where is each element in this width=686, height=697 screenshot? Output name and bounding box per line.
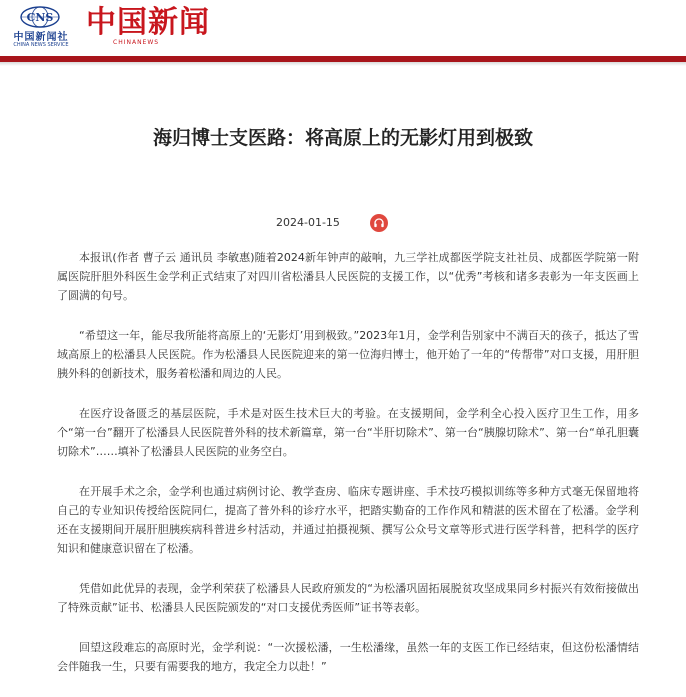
brand-name-en: CHINANEWS xyxy=(113,39,160,46)
article-body xyxy=(57,248,639,697)
globe-emblem-icon xyxy=(20,6,60,28)
article-paragraph: 回望这段难忘的高原时光，金学利说：“一次援松潘，一生松潘缘，虽然一年的支医工作已经结束，但这份松潘情结会伴随我一生，只要有需要我的地方，我定全力以赴！” xyxy=(57,641,639,673)
site-header xyxy=(0,0,686,56)
header-band-shadow xyxy=(0,62,686,66)
article-meta xyxy=(0,214,686,232)
brand-name[interactable]: 中国新闻 xyxy=(86,5,210,40)
audio-play-button[interactable] xyxy=(370,214,388,232)
headphones-icon xyxy=(373,217,385,229)
cns-logo-en: CHINA NEWS SERVICE xyxy=(13,42,69,48)
article-paragraph: 在开展手术之余，金学利也通过病例讨论、教学查房、临床专题讲座、手术技巧模拟训练等多种方式毫无保留地将自己的专业知识传授给医院同仁，提高了普外科的诊疗水平，把踏实勤奋的工作作风和精湛的医术留在了松潘。金学利还在支援期间开展肝胆胰疾病科普进乡村活动，并通过拍摄视频、撰写公众号文章等形式进行医学科普，把科学的医疗知识和健康意识留在了松潘。 xyxy=(57,485,639,555)
article-title: 海归博士支医路：将高原上的无影灯用到极致 xyxy=(152,127,533,149)
cns-logo[interactable] xyxy=(12,6,70,50)
article-paragraph: “希望这一年，能尽我所能将高原上的‘无影灯’用到极致。”2023年1月，金学利告别家中不满百天的孩子，抵达了雪域高原上的松潘县人民医院。作为松潘县人民医院迎来的第一位海归博士，他开始了一年的“传帮带”对口支援，用肝胆胰外科的创新技术，服务着松潘和周边的人民。 xyxy=(57,329,639,380)
article-paragraph: 凭借如此优异的表现，金学利荣获了松潘县人民政府颁发的“为松潘巩固拓展脱贫攻坚成果同乡村振兴有效衔接做出了特殊贡献”证书、松潘县人民医院颁发的“对口支援优秀医师”证书等表彰。 xyxy=(57,582,639,614)
article-paragraph: 本报讯(作者 曹子云 通讯员 李敏惠)随着2024新年钟声的敲响，九三学社成都医学院支社社员、成都医学院第一附属医院肝胆外科医生金学利正式结束了对四川省松潘县人民医院的支援工作，以“优秀”考核和诸多表彰为一年支医画上了圆满的句号。 xyxy=(57,251,639,302)
cns-emblem-text: CNS xyxy=(26,11,54,24)
publish-date: 2024-01-15 xyxy=(276,216,340,229)
cns-logo-text: 中国新闻社 xyxy=(13,32,69,43)
article-paragraph: 在医疗设备匮乏的基层医院，手术是对医生技术巨大的考验。在支援期间，金学利全心投入医疗卫生工作，用多个“第一台”翻开了松潘县人民医院普外科的技术新篇章，第一台“半肝切除术”、第一台“胰腺切除术”、第一台“单孔胆囊切除术”……填补了松潘县人民医院的业务空白。 xyxy=(57,407,639,458)
